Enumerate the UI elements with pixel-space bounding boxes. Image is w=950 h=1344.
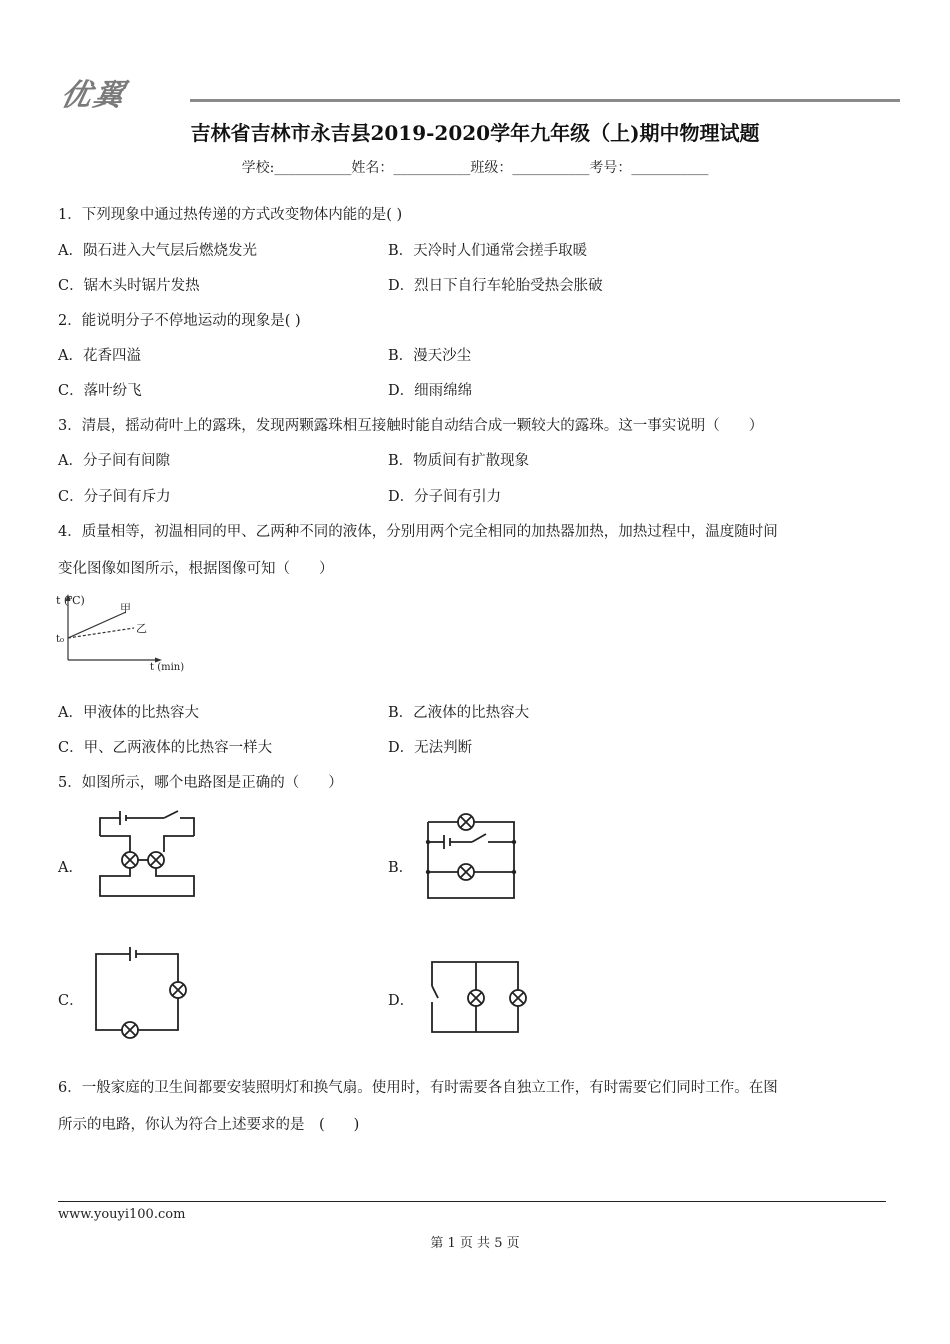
question-1-option-d: D．烈日下自行车轮胎受热会胀破 xyxy=(388,278,603,294)
question-1-stem: 1．下列现象中通过热传递的方式改变物体内能的是( ) xyxy=(58,207,403,223)
graph-series-yi-label: 乙 xyxy=(136,622,147,635)
question-6-stem-line1: 6．一般家庭的卫生间都要安装照明灯和换气扇。使用时，有时需要各自独立工作，有时需要它们同时工作。在图 xyxy=(58,1080,778,1096)
footer-url: www.youyi100.com xyxy=(58,1207,186,1222)
question-3-option-c: C．分子间有斥力 xyxy=(58,489,171,505)
question-3-option-b: B．物质间有扩散现象 xyxy=(388,453,530,469)
graph-series-jia-label: 甲 xyxy=(120,602,131,615)
question-4-stem-line1: 4．质量相等，初温相同的甲、乙两种不同的液体，分别用两个完全相同的加热器加热，加热过程中，温度随时间 xyxy=(58,524,778,540)
question-2-option-c: C．落叶纷飞 xyxy=(58,383,142,399)
graph-line-jia xyxy=(68,612,126,638)
question-4-option-c: C．甲、乙两液体的比热容一样大 xyxy=(58,740,273,756)
question-6-stem-line2: 所示的电路，你认为符合上述要求的是 ( ) xyxy=(58,1117,360,1133)
circuit-diagram-c xyxy=(90,940,194,1040)
circuit-diagram-d xyxy=(424,954,528,1038)
graph-origin-label: t₀ xyxy=(56,634,65,645)
circuit-diagram-a xyxy=(94,808,206,900)
question-2-option-b: B．漫天沙尘 xyxy=(388,348,472,364)
question-1-option-a: A．陨石进入大气层后燃烧发光 xyxy=(58,243,257,259)
question-5-option-a: A． xyxy=(58,860,83,876)
footer-divider xyxy=(58,1201,886,1202)
question-5-option-b: B． xyxy=(388,860,414,876)
header-divider xyxy=(190,99,900,102)
question-2-stem: 2．能说明分子不停地运动的现象是( ) xyxy=(58,313,301,329)
question-3-option-d: D．分子间有引力 xyxy=(388,489,502,505)
graph-x-label: t (min) xyxy=(150,662,185,672)
circuit-diagram-b xyxy=(420,808,522,904)
question-4-option-a: A．甲液体的比热容大 xyxy=(58,705,199,721)
question-4-option-b: B．乙液体的比热容大 xyxy=(388,705,530,721)
student-info-text: 学校:___________姓名：___________班级：___________考号：___________ xyxy=(241,160,709,176)
page-number: 第 1 页 共 5 页 xyxy=(430,1236,520,1251)
question-1-option-c: C．锯木头时锯片发热 xyxy=(58,278,200,294)
question-1-option-b: B．天冷时人们通常会搓手取暖 xyxy=(388,243,588,259)
question-4-stem-line2: 变化图像如图所示，根据图像可知（ ） xyxy=(58,561,334,577)
temperature-time-graph xyxy=(56,590,196,672)
question-5-option-c: C． xyxy=(58,993,84,1009)
question-3-stem: 3．清晨，摇动荷叶上的露珠，发现两颗露珠相互接触时能自动结合成一颗较大的露珠。这一事实说明（ ） xyxy=(58,418,764,434)
question-3-option-a: A．分子间有间隙 xyxy=(58,453,170,469)
student-info-line xyxy=(0,157,950,177)
page-title: 吉林省吉林市永吉县2019-2020学年九年级（上)期中物理试题 xyxy=(190,121,760,145)
question-2-option-a: A．花香四溢 xyxy=(58,348,141,364)
brand-logo: 优翼 xyxy=(57,78,129,113)
question-2-option-d: D．细雨绵绵 xyxy=(388,383,473,399)
question-4-option-d: D．无法判断 xyxy=(388,740,473,756)
question-5-stem: 5．如图所示，哪个电路图是正确的（ ） xyxy=(58,775,343,791)
graph-y-label: t (℃) xyxy=(56,594,85,607)
question-5-option-d: D． xyxy=(388,993,415,1009)
